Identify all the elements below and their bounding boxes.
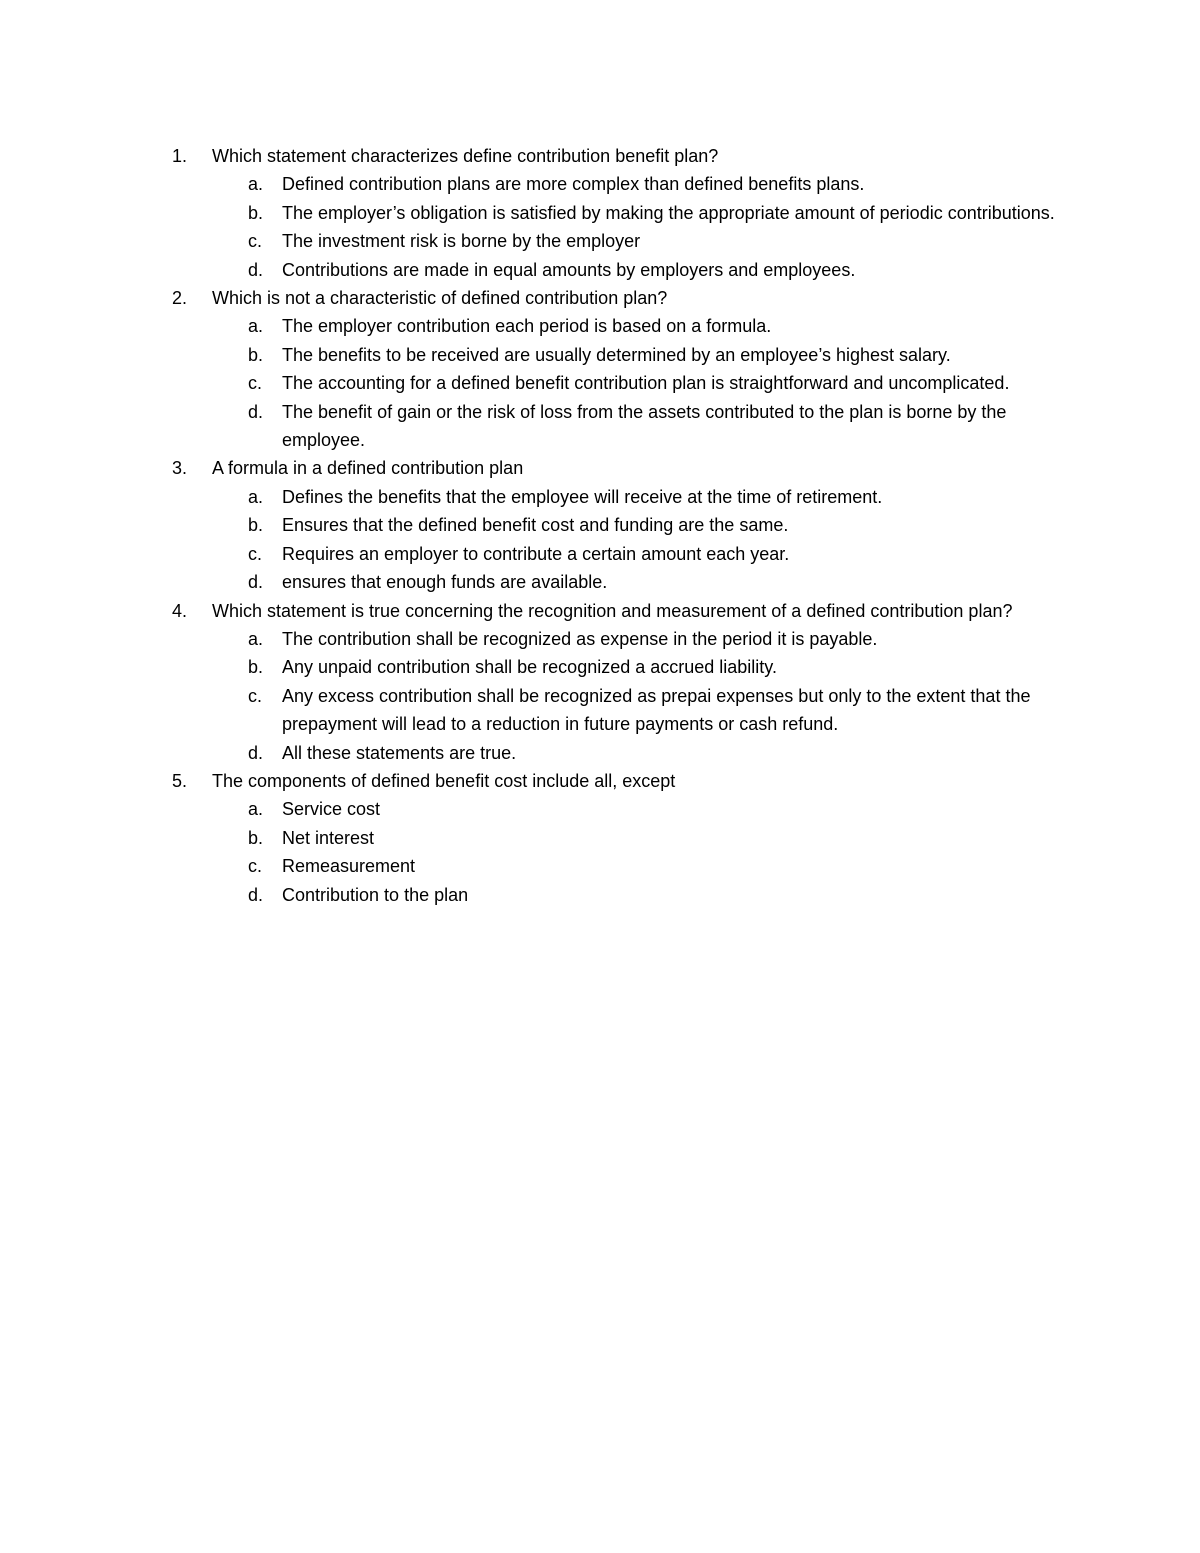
option-text: All these statements are true.	[282, 742, 517, 763]
option-text: Contribution to the plan	[282, 884, 469, 905]
option-3a	[212, 483, 1072, 511]
option-2d	[212, 398, 1072, 455]
option-1c	[212, 227, 1072, 255]
option-text: Defines the benefits that the employee will receive at the time of retirement.	[282, 486, 883, 507]
option-1a	[212, 170, 1072, 198]
option-2b	[212, 341, 1072, 369]
option-letter: b.	[248, 515, 264, 536]
question-number: 5.	[172, 770, 188, 791]
question-text: Which is not a characteristic of defined contribution plan?	[212, 288, 668, 309]
option-text: The benefit of gain or the risk of loss from the assets contributed to the plan is borne by the employee.	[282, 401, 1007, 451]
option-2c	[212, 369, 1072, 397]
option-text: Remeasurement	[282, 856, 416, 877]
option-letter: a.	[248, 486, 264, 507]
option-text: Defined contribution plans are more complex than defined benefits plans.	[282, 174, 865, 195]
option-letter: c.	[248, 685, 263, 706]
option-letter: d.	[248, 742, 264, 763]
option-3c	[212, 540, 1072, 568]
option-5d	[212, 881, 1072, 909]
question-2	[172, 284, 1072, 454]
option-text: The investment risk is borne by the employer	[282, 231, 641, 252]
question-1	[172, 142, 1072, 284]
option-letter: d.	[248, 401, 264, 422]
option-text: The employer contribution each period is based on a formula.	[282, 316, 772, 337]
option-1d	[212, 256, 1072, 284]
question-list	[172, 142, 1072, 909]
question-number: 3.	[172, 458, 188, 479]
option-4d	[212, 739, 1072, 767]
option-letter: a.	[248, 799, 264, 820]
option-list	[212, 625, 1072, 767]
option-letter: c.	[248, 543, 263, 564]
option-4c	[212, 682, 1072, 739]
option-letter: b.	[248, 202, 264, 223]
option-5c	[212, 852, 1072, 880]
option-list	[212, 795, 1072, 909]
question-3	[172, 454, 1072, 596]
option-3d	[212, 568, 1072, 596]
option-text: The accounting for a defined benefit contribution plan is straightforward and uncomplicated.	[282, 373, 1010, 394]
option-letter: b.	[248, 657, 264, 678]
option-1b	[212, 199, 1072, 227]
question-text: Which statement is true concerning the recognition and measurement of a defined contribution plan?	[212, 600, 1013, 621]
option-text: Net interest	[282, 827, 375, 848]
question-number: 1.	[172, 146, 188, 166]
option-4a	[212, 625, 1072, 653]
question-text: The components of defined benefit cost include all, except	[212, 770, 676, 791]
option-text: Any excess contribution shall be recognized as prepai expenses but only to the extent that the prepayment will lead to a reduction in future payments or cash refund.	[282, 685, 1031, 735]
option-3b	[212, 511, 1072, 539]
option-letter: d.	[248, 572, 264, 593]
option-letter: c.	[248, 231, 263, 252]
option-5b	[212, 824, 1072, 852]
option-text: Ensures that the defined benefit cost and funding are the same.	[282, 515, 789, 536]
option-letter: d.	[248, 259, 264, 280]
option-4b	[212, 653, 1072, 681]
option-text: The contribution shall be recognized as expense in the period it is payable.	[282, 628, 878, 649]
option-text: The benefits to be received are usually determined by an employee’s highest salary.	[282, 344, 951, 365]
option-letter: c.	[248, 856, 263, 877]
option-list	[212, 483, 1072, 597]
option-letter: a.	[248, 174, 264, 195]
question-number: 4.	[172, 600, 188, 621]
option-5a	[212, 795, 1072, 823]
question-5	[172, 767, 1072, 909]
option-text: ensures that enough funds are available.	[282, 572, 608, 593]
question-text: A formula in a defined contribution plan	[212, 458, 524, 479]
option-2a	[212, 312, 1072, 340]
option-text: Contributions are made in equal amounts by employers and employees.	[282, 259, 856, 280]
question-4	[172, 597, 1072, 767]
option-letter: c.	[248, 373, 263, 394]
option-text: Requires an employer to contribute a certain amount each year.	[282, 543, 790, 564]
option-text: The employer’s obligation is satisfied by making the appropriate amount of periodic contributions.	[282, 202, 1055, 223]
question-number: 2.	[172, 288, 188, 309]
option-list	[212, 170, 1072, 284]
option-letter: b.	[248, 344, 264, 365]
option-letter: a.	[248, 316, 264, 337]
option-list	[212, 312, 1072, 454]
option-letter: a.	[248, 628, 264, 649]
question-text: Which statement characterizes define contribution benefit plan?	[212, 146, 719, 166]
option-letter: b.	[248, 827, 264, 848]
option-letter: d.	[248, 884, 264, 905]
option-text: Service cost	[282, 799, 381, 820]
option-text: Any unpaid contribution shall be recognized a accrued liability.	[282, 657, 777, 678]
